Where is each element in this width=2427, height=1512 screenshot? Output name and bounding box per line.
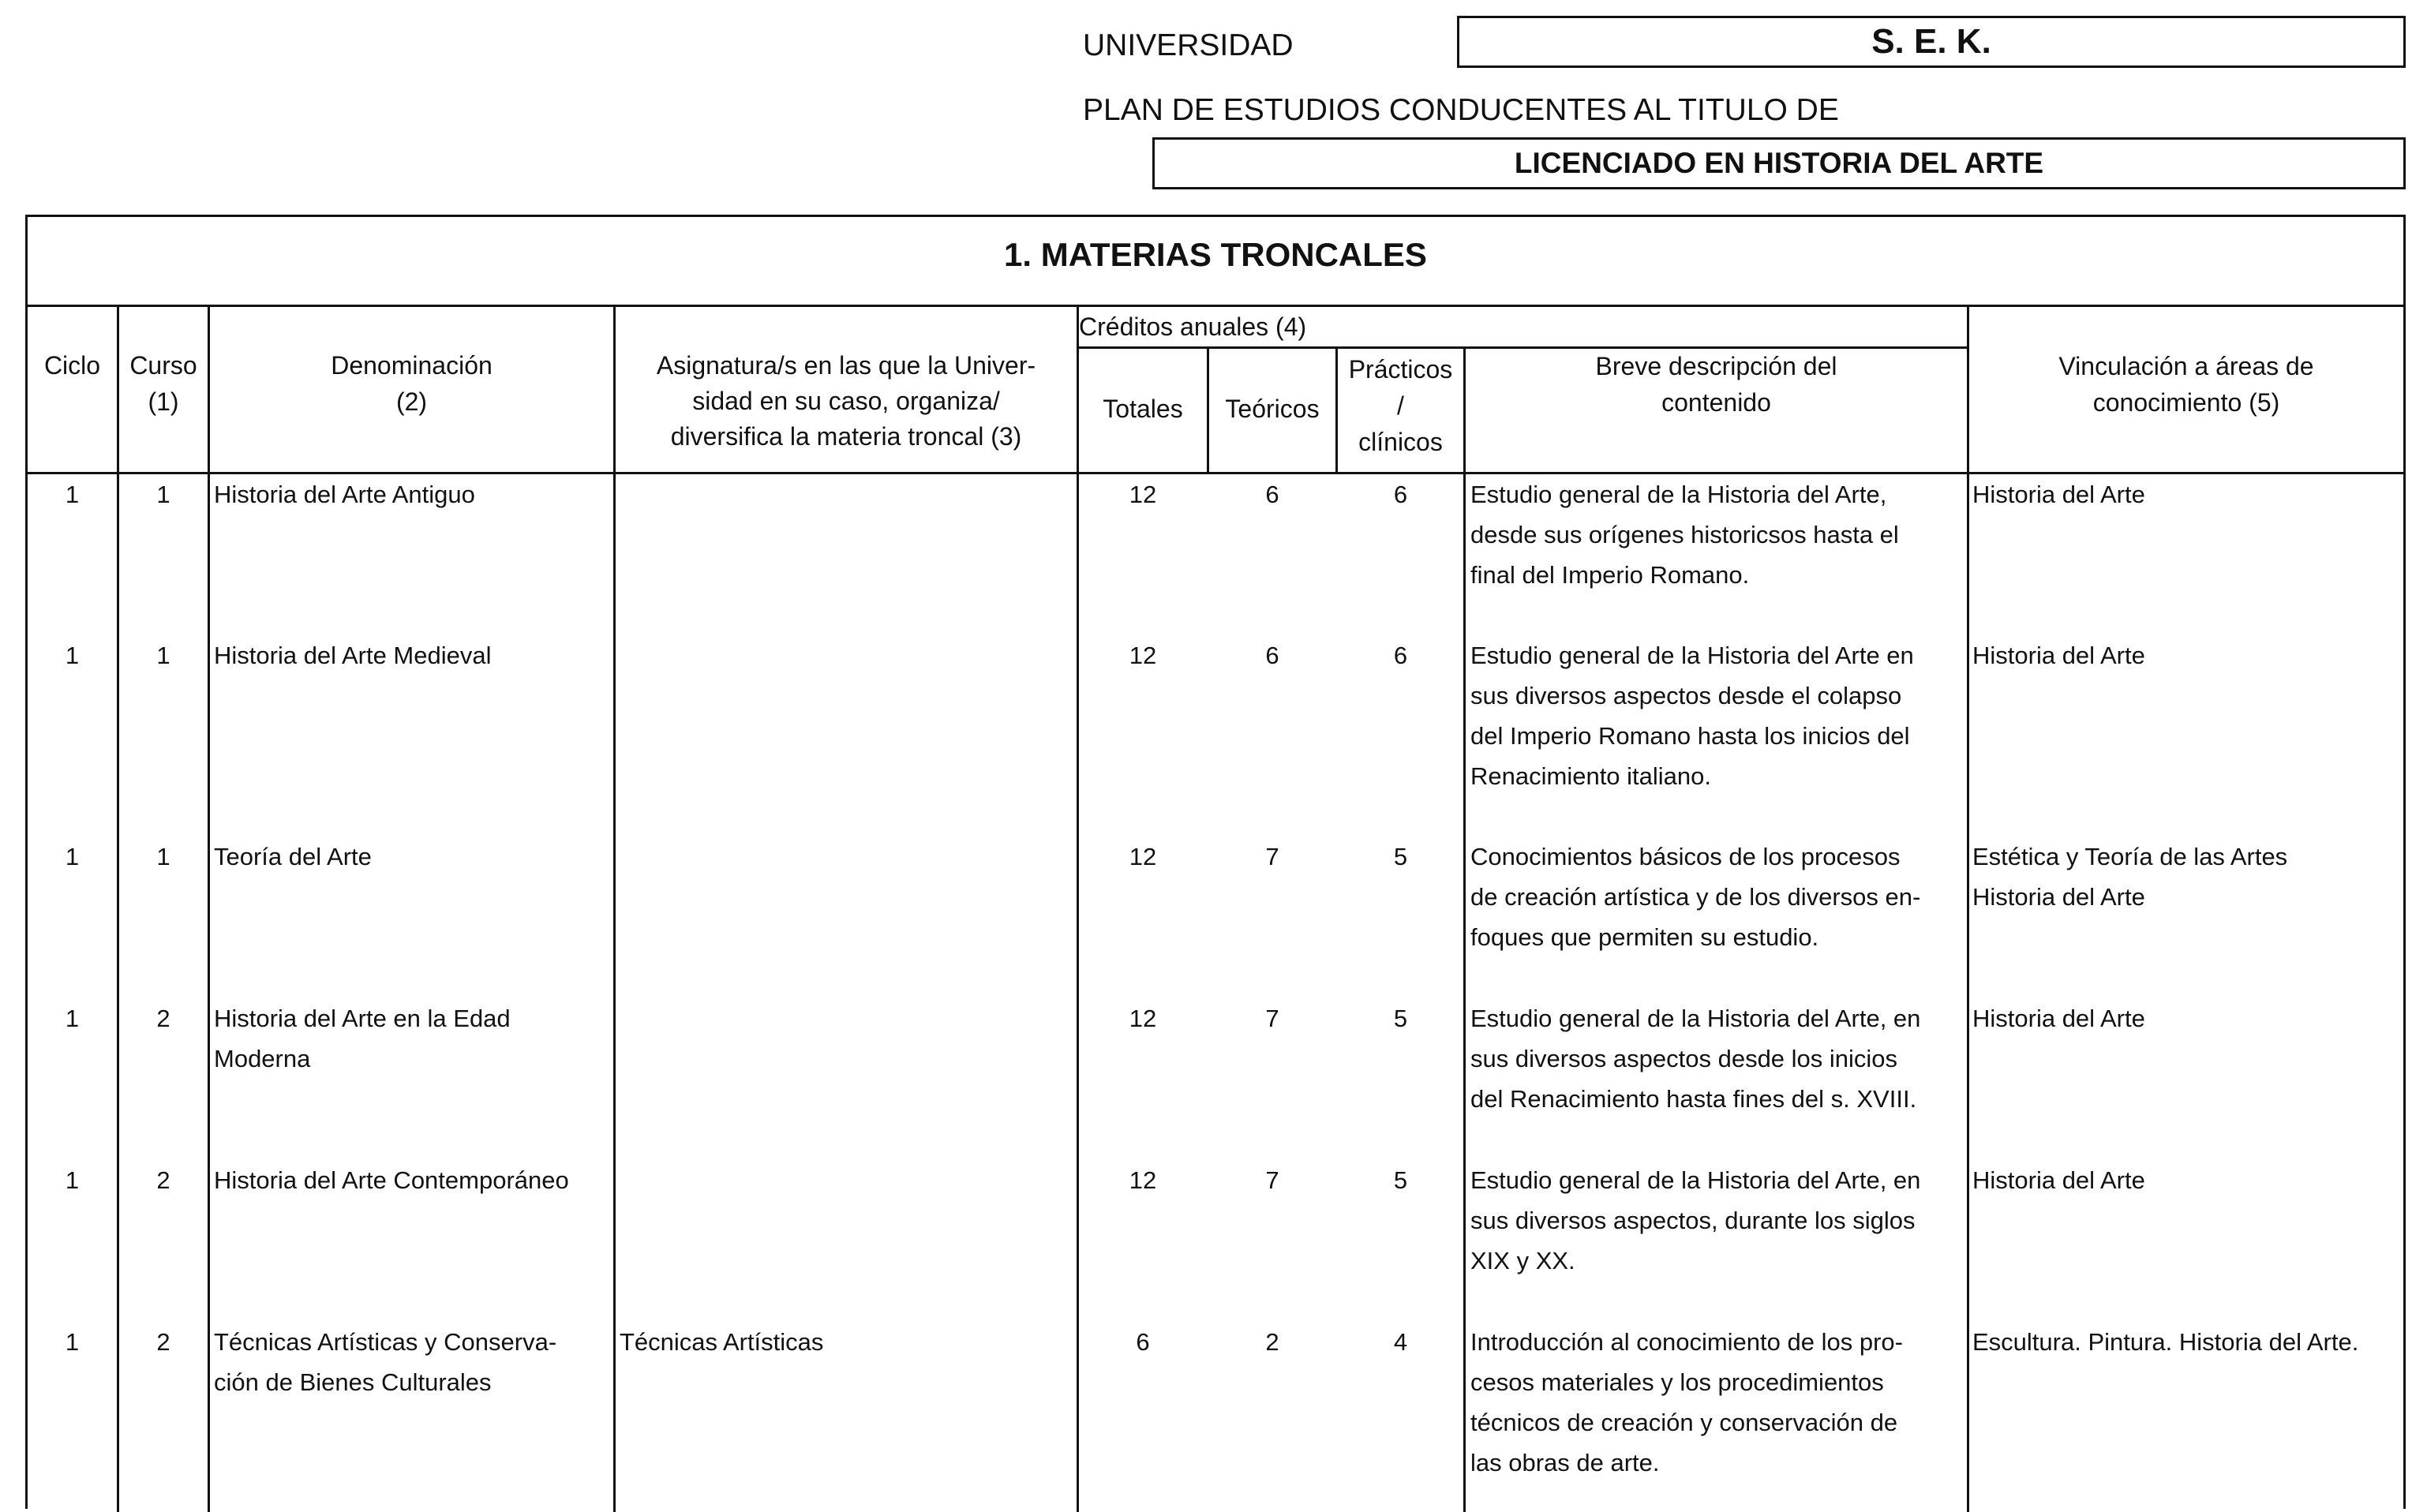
cell-ciclo: 1 (65, 1166, 80, 1194)
cell-ciclo: 1 (65, 642, 80, 669)
descripcion-line: cesos materiales y los procedimientos (1470, 1368, 1884, 1396)
col-divider (1463, 346, 1466, 1512)
vinculacion-line: conocimiento (5) (2092, 388, 2280, 417)
vinculacion-line: Historia del Arte (1972, 481, 2145, 508)
descripcion-line: XIX y XX. (1470, 1247, 1575, 1274)
cell-curso: 1 (156, 843, 170, 870)
col-divider (208, 305, 210, 1512)
descripcion-line: del Renacimiento hasta fines del s. XVIII. (1470, 1085, 1917, 1113)
cell-practicos: 5 (1393, 843, 1408, 870)
denominacion-line: Historia del Arte en la Edad (214, 1005, 511, 1032)
denominacion-line: Técnicas Artísticas y Conserva- (214, 1328, 557, 1356)
asignatura-line: sidad en su caso, organiza/ (692, 387, 1000, 415)
cell-ciclo: 1 (65, 1005, 80, 1032)
cell-totales: 12 (1129, 1166, 1157, 1194)
cell-descripcion (1470, 998, 1968, 1119)
cell-teoricos: 7 (1265, 843, 1279, 870)
cell-vinculacion (1972, 1160, 2403, 1200)
cell-vinculacion (1972, 474, 2403, 515)
cell-curso: 2 (156, 1328, 170, 1356)
denominacion-line: ción de Bienes Culturales (214, 1368, 492, 1396)
cell-teoricos: 7 (1265, 1005, 1279, 1032)
cell-totales: 6 (1136, 1328, 1150, 1356)
denominacion-line: Historia del Arte Medieval (214, 642, 492, 669)
section-title: 1. MATERIAS TRONCALES (1004, 236, 1427, 273)
universidad-value: S. E. K. (1871, 22, 1991, 61)
universidad-label: UNIVERSIDAD (1083, 28, 1294, 62)
descripcion-line: las obras de arte. (1470, 1449, 1660, 1476)
universidad-box (1457, 16, 2406, 68)
descripcion-line: sus diversos aspectos desde el colapso (1470, 682, 1902, 709)
cell-practicos: 5 (1393, 1166, 1408, 1194)
cell-denominacion (214, 1160, 613, 1200)
cell-curso: 2 (156, 1166, 170, 1194)
col-header-creditos: Créditos anuales (4) (1079, 313, 1307, 341)
cell-descripcion (1470, 635, 1968, 796)
cell-totales: 12 (1129, 1005, 1157, 1032)
descripcion-line: técnicos de creación y conservación de (1470, 1409, 1898, 1436)
descripcion-line: Breve descripción del (1595, 352, 1837, 380)
title-divider (28, 305, 2403, 307)
descripcion-line: sus diversos aspectos desde los inicios (1470, 1045, 1898, 1072)
descripcion-line: de creación artística y de los diversos en- (1470, 883, 1921, 911)
cell-descripcion (1470, 1322, 1968, 1483)
descripcion-line: Conocimientos básicos de los procesos (1470, 843, 1901, 870)
col-header-asignatura (616, 348, 1077, 455)
asignatura-line: diversifica la materia troncal (3) (670, 422, 1022, 451)
col-header-practicos (1338, 351, 1463, 460)
denominacion-line: Moderna (214, 1045, 311, 1072)
cell-curso: 2 (156, 1005, 170, 1032)
descripcion-line: foques que permiten su estudio. (1470, 923, 1819, 951)
cell-curso: 1 (156, 481, 170, 508)
curso-note: (1) (148, 387, 179, 416)
col-header-denominacion (210, 347, 613, 420)
cell-teoricos: 7 (1265, 1166, 1279, 1194)
cell-denominacion (214, 836, 613, 877)
vinculacion-line: Historia del Arte (1972, 1166, 2145, 1194)
cell-vinculacion (1972, 1322, 2403, 1362)
vinculacion-line: Historia del Arte (1972, 1005, 2145, 1032)
materias-table (25, 215, 2406, 1509)
vinculacion-line: Escultura. Pintura. Historia del Arte. (1972, 1328, 2359, 1356)
denominacion-line: Teoría del Arte (214, 843, 372, 870)
vinculacion-line: Historia del Arte (1972, 883, 2145, 911)
practicos-line: clínicos (1358, 428, 1443, 456)
descripcion-line: Estudio general de la Historia del Arte, en (1470, 1166, 1921, 1194)
cell-asignatura: Técnicas Artísticas (620, 1328, 824, 1356)
cell-curso: 1 (156, 642, 170, 669)
descripcion-line: Renacimiento italiano. (1470, 762, 1712, 790)
col-header-totales: Totales (1103, 395, 1183, 423)
asignatura-line: Asignatura/s en las que la Univer- (656, 351, 1036, 380)
descripcion-line: del Imperio Romano hasta los inicios del (1470, 722, 1910, 750)
cell-totales: 12 (1129, 481, 1157, 508)
col-header-descripcion (1466, 348, 1967, 421)
vinculacion-line: Historia del Arte (1972, 642, 2145, 669)
cell-denominacion (214, 1322, 613, 1402)
vinculacion-line: Vinculación a áreas de (2058, 352, 2314, 380)
denominacion-line: Historia del Arte Contemporáneo (214, 1166, 569, 1194)
cell-descripcion (1470, 474, 1968, 595)
practicos-line: / (1397, 391, 1404, 420)
descripcion-line: contenido (1661, 388, 1771, 417)
cell-ciclo: 1 (65, 843, 80, 870)
plan-label: PLAN DE ESTUDIOS CONDUCENTES AL TITULO DE (1083, 93, 1839, 127)
col-header-vinculacion (1969, 348, 2403, 421)
cell-practicos: 4 (1393, 1328, 1408, 1356)
descripcion-line: Introducción al conocimiento de los pro- (1470, 1328, 1903, 1356)
col-header-ciclo: Ciclo (43, 351, 101, 380)
descripcion-line: desde sus orígenes historicsos hasta el (1470, 521, 1899, 548)
titulo-box (1152, 137, 2406, 189)
col-header-curso (119, 347, 208, 420)
cell-denominacion (214, 474, 613, 515)
cell-ciclo: 1 (65, 481, 80, 508)
denominacion-note: (2) (395, 387, 428, 416)
cell-vinculacion (1972, 998, 2403, 1039)
cell-descripcion (1470, 1160, 1968, 1281)
descripcion-line: Estudio general de la Historia del Arte, en (1470, 1005, 1921, 1032)
cell-descripcion (1470, 836, 1968, 957)
denominacion-line: Historia del Arte Antiguo (214, 481, 475, 508)
practicos-line: Prácticos (1348, 355, 1453, 384)
cell-practicos: 6 (1393, 642, 1408, 669)
cell-teoricos: 6 (1265, 642, 1279, 669)
descripcion-line: Estudio general de la Historia del Arte, (1470, 481, 1887, 508)
titulo-value: LICENCIADO EN HISTORIA DEL ARTE (1514, 147, 2044, 179)
denominacion-label: Denominación (331, 351, 493, 380)
cell-practicos: 5 (1393, 1005, 1408, 1032)
cell-denominacion (214, 998, 613, 1079)
cell-denominacion (214, 635, 613, 676)
cell-totales: 12 (1129, 843, 1157, 870)
cell-teoricos: 6 (1265, 481, 1279, 508)
cell-teoricos: 2 (1265, 1328, 1279, 1356)
col-header-teoricos: Teóricos (1225, 395, 1320, 423)
cell-ciclo: 1 (65, 1328, 80, 1356)
descripcion-line: Estudio general de la Historia del Arte en (1470, 642, 1914, 669)
col-divider (613, 305, 616, 1512)
cell-vinculacion (1972, 836, 2403, 917)
cell-practicos: 6 (1393, 481, 1408, 508)
cell-totales: 12 (1129, 642, 1157, 669)
cell-vinculacion (1972, 635, 2403, 676)
descripcion-line: sus diversos aspectos, durante los siglos (1470, 1207, 1916, 1234)
vinculacion-line: Estética y Teoría de las Artes (1972, 843, 2288, 870)
curso-label: Curso (129, 351, 197, 380)
descripcion-line: final del Imperio Romano. (1470, 561, 1750, 589)
